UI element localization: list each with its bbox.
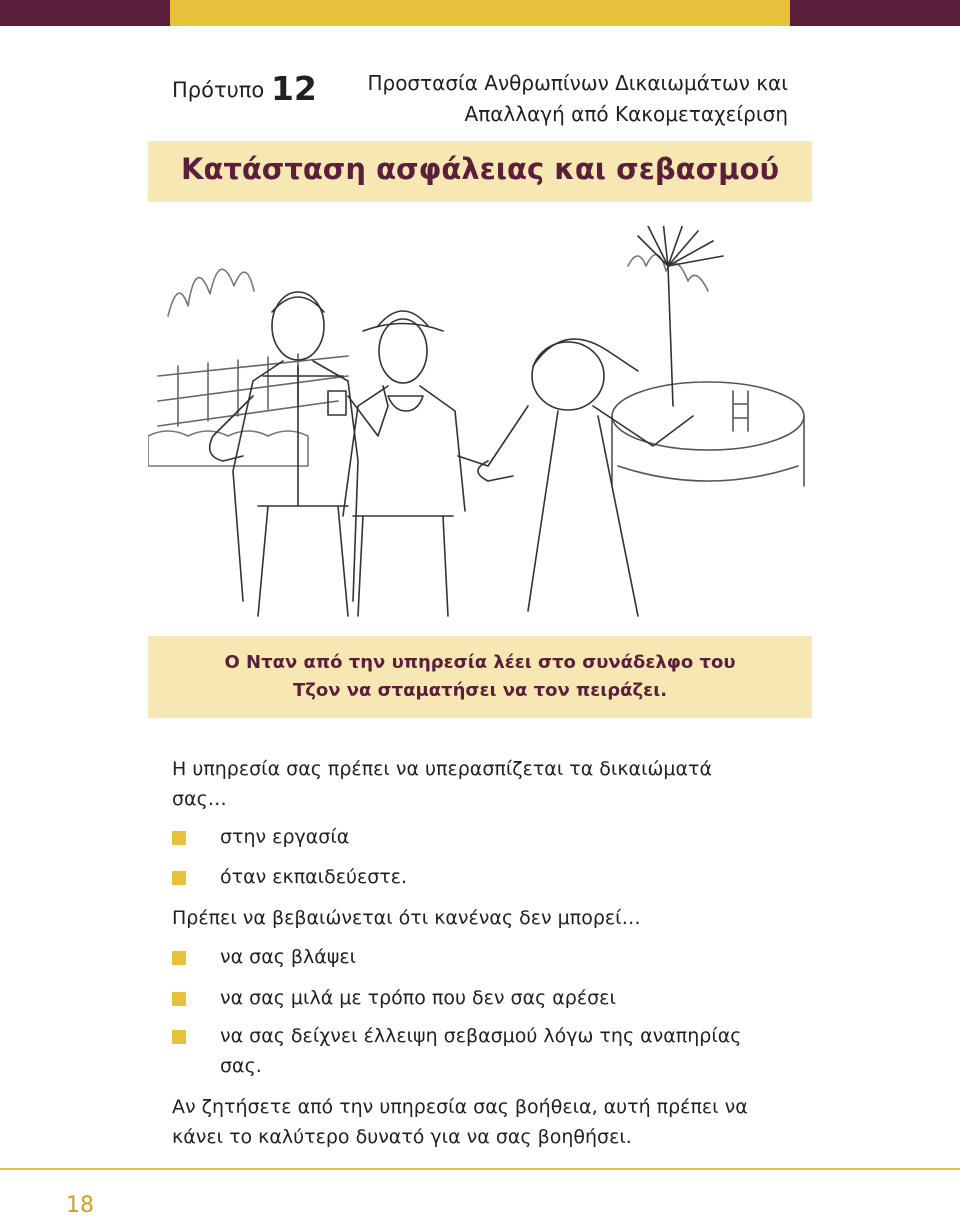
list-item-text: να σας βλάψει <box>220 946 357 968</box>
top-bar-right <box>790 0 960 26</box>
bullet-square-icon <box>172 1030 186 1044</box>
topic-heading <box>328 68 788 130</box>
model-number: 12 <box>270 69 317 108</box>
intro-paragraph <box>172 754 792 814</box>
bullet-square-icon <box>172 831 186 845</box>
list-item-text-line-2: σας. <box>220 1055 262 1077</box>
man-john <box>343 311 465 616</box>
man-dan <box>210 292 388 616</box>
list-item-text: να σας μιλά με τρόπο που δεν σας αρέσει <box>220 987 616 1009</box>
title-panel <box>148 141 812 202</box>
top-color-bar <box>0 0 960 26</box>
caption <box>148 649 812 705</box>
list-item-text: όταν εκπαιδεύεστε. <box>220 866 408 888</box>
topic-line-1: Προστασία Ανθρωπίνων Δικαιωμάτων και <box>367 71 788 95</box>
list-item-text: στην εργασία <box>220 826 350 848</box>
page-number: 18 <box>66 1193 94 1218</box>
model-prefix: Πρότυπο <box>172 78 265 102</box>
bullet-square-icon <box>172 992 186 1006</box>
intro-line-1: Η υπηρεσία σας πρέπει να υπερασπίζεται τα δικαιώματά <box>172 758 712 780</box>
man-with-rake <box>458 226 723 616</box>
closing-line-2: κάνει το καλύτερο δυνατό για να σας βοηθήσει. <box>172 1126 632 1148</box>
caption-line-2: Τζον να σταματήσει να τον πειράζει. <box>292 680 668 701</box>
bottom-rule <box>0 1168 960 1170</box>
caption-line-1: Ο Νταν από την υπηρεσία λέει στο συνάδελφο του <box>224 652 736 673</box>
pool-ladder <box>733 391 748 431</box>
top-bar-left <box>0 0 170 26</box>
pool-wall <box>612 416 804 486</box>
intro-line-2: σας… <box>172 788 227 810</box>
list-item-text-line-1: να σας δείχνει έλλειψη σεβασμού λόγω της αναπηρίας <box>220 1025 742 1047</box>
closing-line-1: Αν ζητήσετε από την υπηρεσία σας βοήθεια, αυτή πρέπει να <box>172 1096 748 1118</box>
model-label <box>172 66 317 108</box>
must-intro: Πρέπει να βεβαιώνεται ότι κανένας δεν μπορεί… <box>172 907 641 929</box>
pool <box>612 382 804 450</box>
bullet-square-icon <box>172 871 186 885</box>
top-bar-middle <box>170 0 790 26</box>
topic-line-2: Απαλλαγή από Κακομεταχείριση <box>464 102 788 126</box>
list-item-text <box>220 1021 792 1081</box>
closing-paragraph <box>172 1092 792 1152</box>
caption-panel <box>148 636 812 718</box>
hedge <box>148 431 308 466</box>
illustration <box>148 226 812 626</box>
bullet-square-icon <box>172 951 186 965</box>
background-trees <box>168 255 708 316</box>
page-title: Κατάσταση ασφάλειας και σεβασμού <box>180 152 780 186</box>
